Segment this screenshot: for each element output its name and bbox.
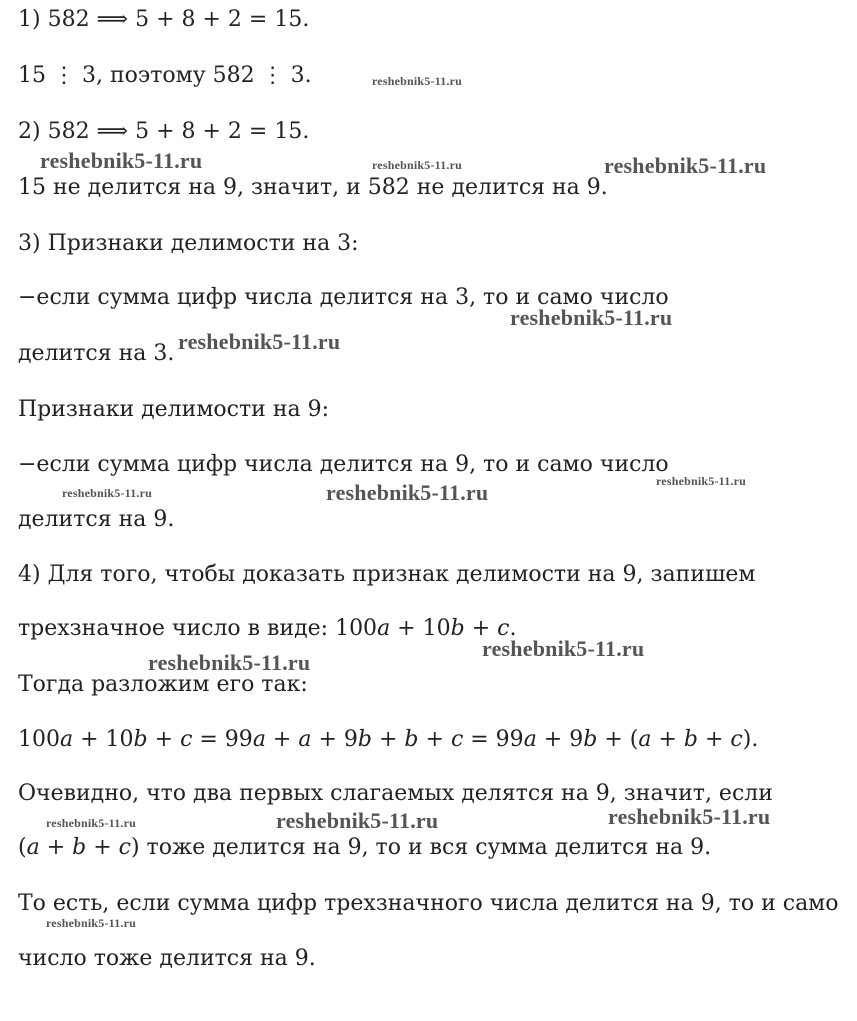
text-line: 4) Для того, чтобы доказать признак делимости на 9, запишем bbox=[18, 562, 756, 587]
text-line: 3) Признаки делимости на 3: bbox=[18, 231, 359, 256]
text-line: То есть, если сумма цифр трехзначного числа делится на 9, то и само bbox=[18, 891, 839, 916]
text-line: 100a + 10b + c = 99a + a + 9b + b + c = 99a + 9b + (a + b + c). bbox=[18, 727, 759, 752]
text-line: число тоже делится на 9. bbox=[18, 946, 316, 971]
text-line: трехзначное число в виде: 100a + 10b + c. bbox=[18, 616, 517, 641]
watermark: reshebnik5-11.ru bbox=[40, 148, 203, 173]
watermark: reshebnik5-11.ru bbox=[482, 636, 645, 661]
watermark: reshebnik5-11.ru bbox=[656, 474, 746, 488]
watermark: reshebnik5-11.ru bbox=[372, 74, 462, 88]
text-line: 1) 582 ⟹ 5 + 8 + 2 = 15. bbox=[18, 7, 310, 32]
text-line: делится на 3. bbox=[18, 341, 175, 366]
text-line: 2) 582 ⟹ 5 + 8 + 2 = 15. bbox=[18, 119, 310, 144]
text-line: 15 ⋮ 3, поэтому 582 ⋮ 3. bbox=[18, 63, 312, 88]
watermark: reshebnik5-11.ru bbox=[148, 650, 311, 675]
text-line: −если сумма цифр числа делится на 3, то и само число bbox=[18, 285, 669, 310]
watermark: reshebnik5-11.ru bbox=[326, 480, 489, 505]
text-line: Очевидно, что два первых слагаемых делятся на 9, значит, если bbox=[18, 781, 773, 806]
text-line: Признаки делимости на 9: bbox=[18, 397, 330, 422]
text-line: −если сумма цифр числа делится на 9, то и само число bbox=[18, 452, 669, 477]
watermark: reshebnik5-11.ru bbox=[372, 158, 462, 172]
watermark: reshebnik5-11.ru bbox=[276, 808, 439, 833]
text-line: (a + b + c) тоже делится на 9, то и вся сумма делится на 9. bbox=[18, 835, 712, 860]
watermark: reshebnik5-11.ru bbox=[178, 329, 341, 354]
text-line: делится на 9. bbox=[18, 507, 175, 532]
watermark: reshebnik5-11.ru bbox=[46, 816, 136, 830]
watermark: reshebnik5-11.ru bbox=[46, 916, 136, 930]
watermark: reshebnik5-11.ru bbox=[608, 804, 771, 829]
watermark: reshebnik5-11.ru bbox=[510, 305, 673, 330]
watermark: reshebnik5-11.ru bbox=[62, 486, 152, 500]
text-line: 15 не делится на 9, значит, и 582 не делится на 9. bbox=[18, 175, 608, 200]
watermark: reshebnik5-11.ru bbox=[604, 153, 767, 178]
text-line: Тогда разложим его так: bbox=[18, 672, 308, 697]
